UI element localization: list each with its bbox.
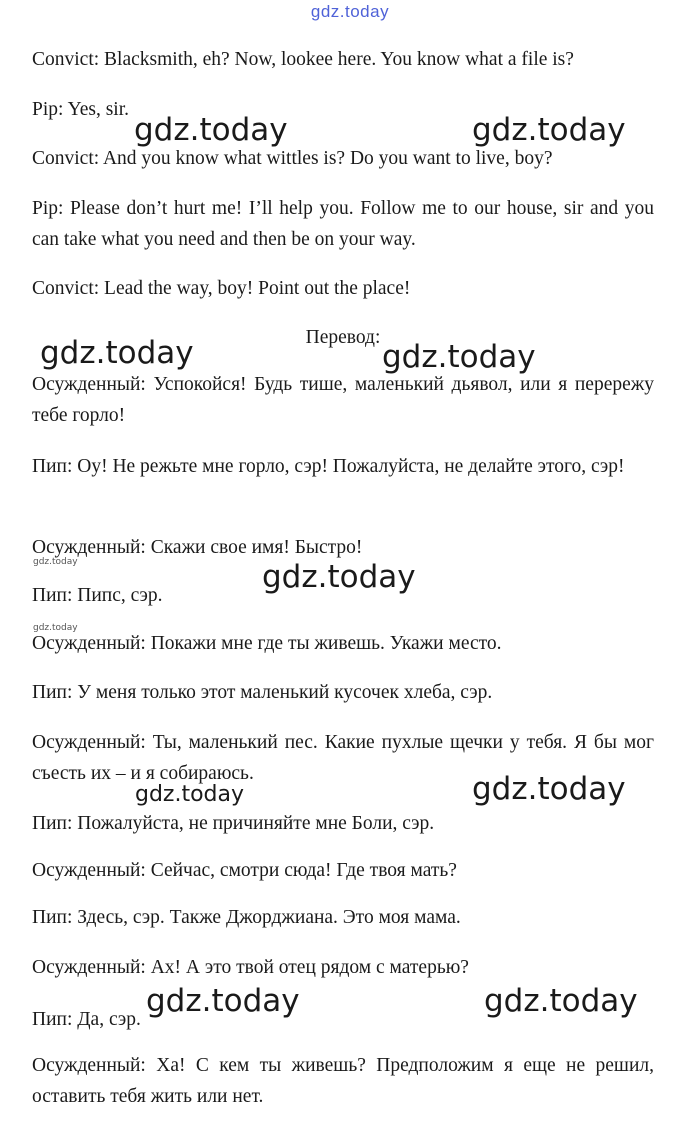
dialogue-line: Convict: And you know what wittles is? Do you want to live, boy? — [32, 148, 553, 169]
watermark: gdz.today — [33, 623, 78, 633]
watermark: gdz.today — [262, 559, 416, 595]
translation-paragraph: Осужденный: Успокойся! Будь тише, маленький дьявол, или я перережу тебе горло! — [32, 374, 654, 426]
translation-line: Пип: Здесь, сэр. Также Джорджиана. Это моя мама. — [32, 907, 461, 928]
watermark: gdz.today — [382, 339, 536, 375]
translation-line: Осужденный: Покажи мне где ты живешь. Укажи место. — [32, 633, 502, 654]
watermark: gdz.today — [134, 112, 288, 148]
translation-paragraph: Осужденный: Ха! С кем ты живешь? Предположим я еще не решил, оставить тебя жить или нет. — [32, 1055, 654, 1107]
translation-paragraph: Осужденный: Ты, маленький пес. Какие пухлые щечки у тебя. Я бы мог съесть их – и я собираюсь. — [32, 732, 654, 784]
translation-line: Пип: У меня только этот маленький кусочек хлеба, сэр. — [32, 682, 493, 703]
dialogue-line: Convict: Blacksmith, eh? Now, lookee here. You know what a file is? — [32, 49, 574, 70]
translation-line: Пип: Пожалуйста, не причиняйте мне Боли, сэр. — [32, 813, 435, 834]
watermark: gdz.today — [40, 335, 194, 371]
header-watermark: gdz.today — [310, 2, 390, 21]
dialogue-line: Pip: Yes, sir. — [32, 99, 130, 120]
watermark: gdz.today — [472, 771, 626, 807]
translation-line: Осужденный: Скажи свое имя! Быстро! — [32, 537, 363, 558]
dialogue-paragraph: Pip: Please don’t hurt me! I’ll help you. Follow me to our house, sir and you can take what you need and then be on your way. — [32, 198, 654, 250]
watermark: gdz.today — [472, 112, 626, 148]
watermark: gdz.today — [146, 983, 300, 1019]
translation-line: Пип: Пипс, сэр. — [32, 585, 163, 606]
translation-line: Пип: Да, сэр. — [32, 1009, 141, 1030]
translation-paragraph: Пип: Оу! Не режьте мне горло, сэр! Пожалуйста, не делайте этого, сэр! — [32, 456, 625, 477]
dialogue-line: Convict: Lead the way, boy! Point out the place! — [32, 278, 411, 299]
watermark: gdz.today — [135, 782, 245, 807]
watermark: gdz.today — [484, 983, 638, 1019]
watermark: gdz.today — [33, 557, 78, 567]
translation-heading: Перевод: — [305, 327, 381, 348]
translation-line: Осужденный: Сейчас, смотри сюда! Где твоя мать? — [32, 860, 457, 881]
translation-line: Осужденный: Ах! А это твой отец рядом с матерью? — [32, 957, 469, 978]
